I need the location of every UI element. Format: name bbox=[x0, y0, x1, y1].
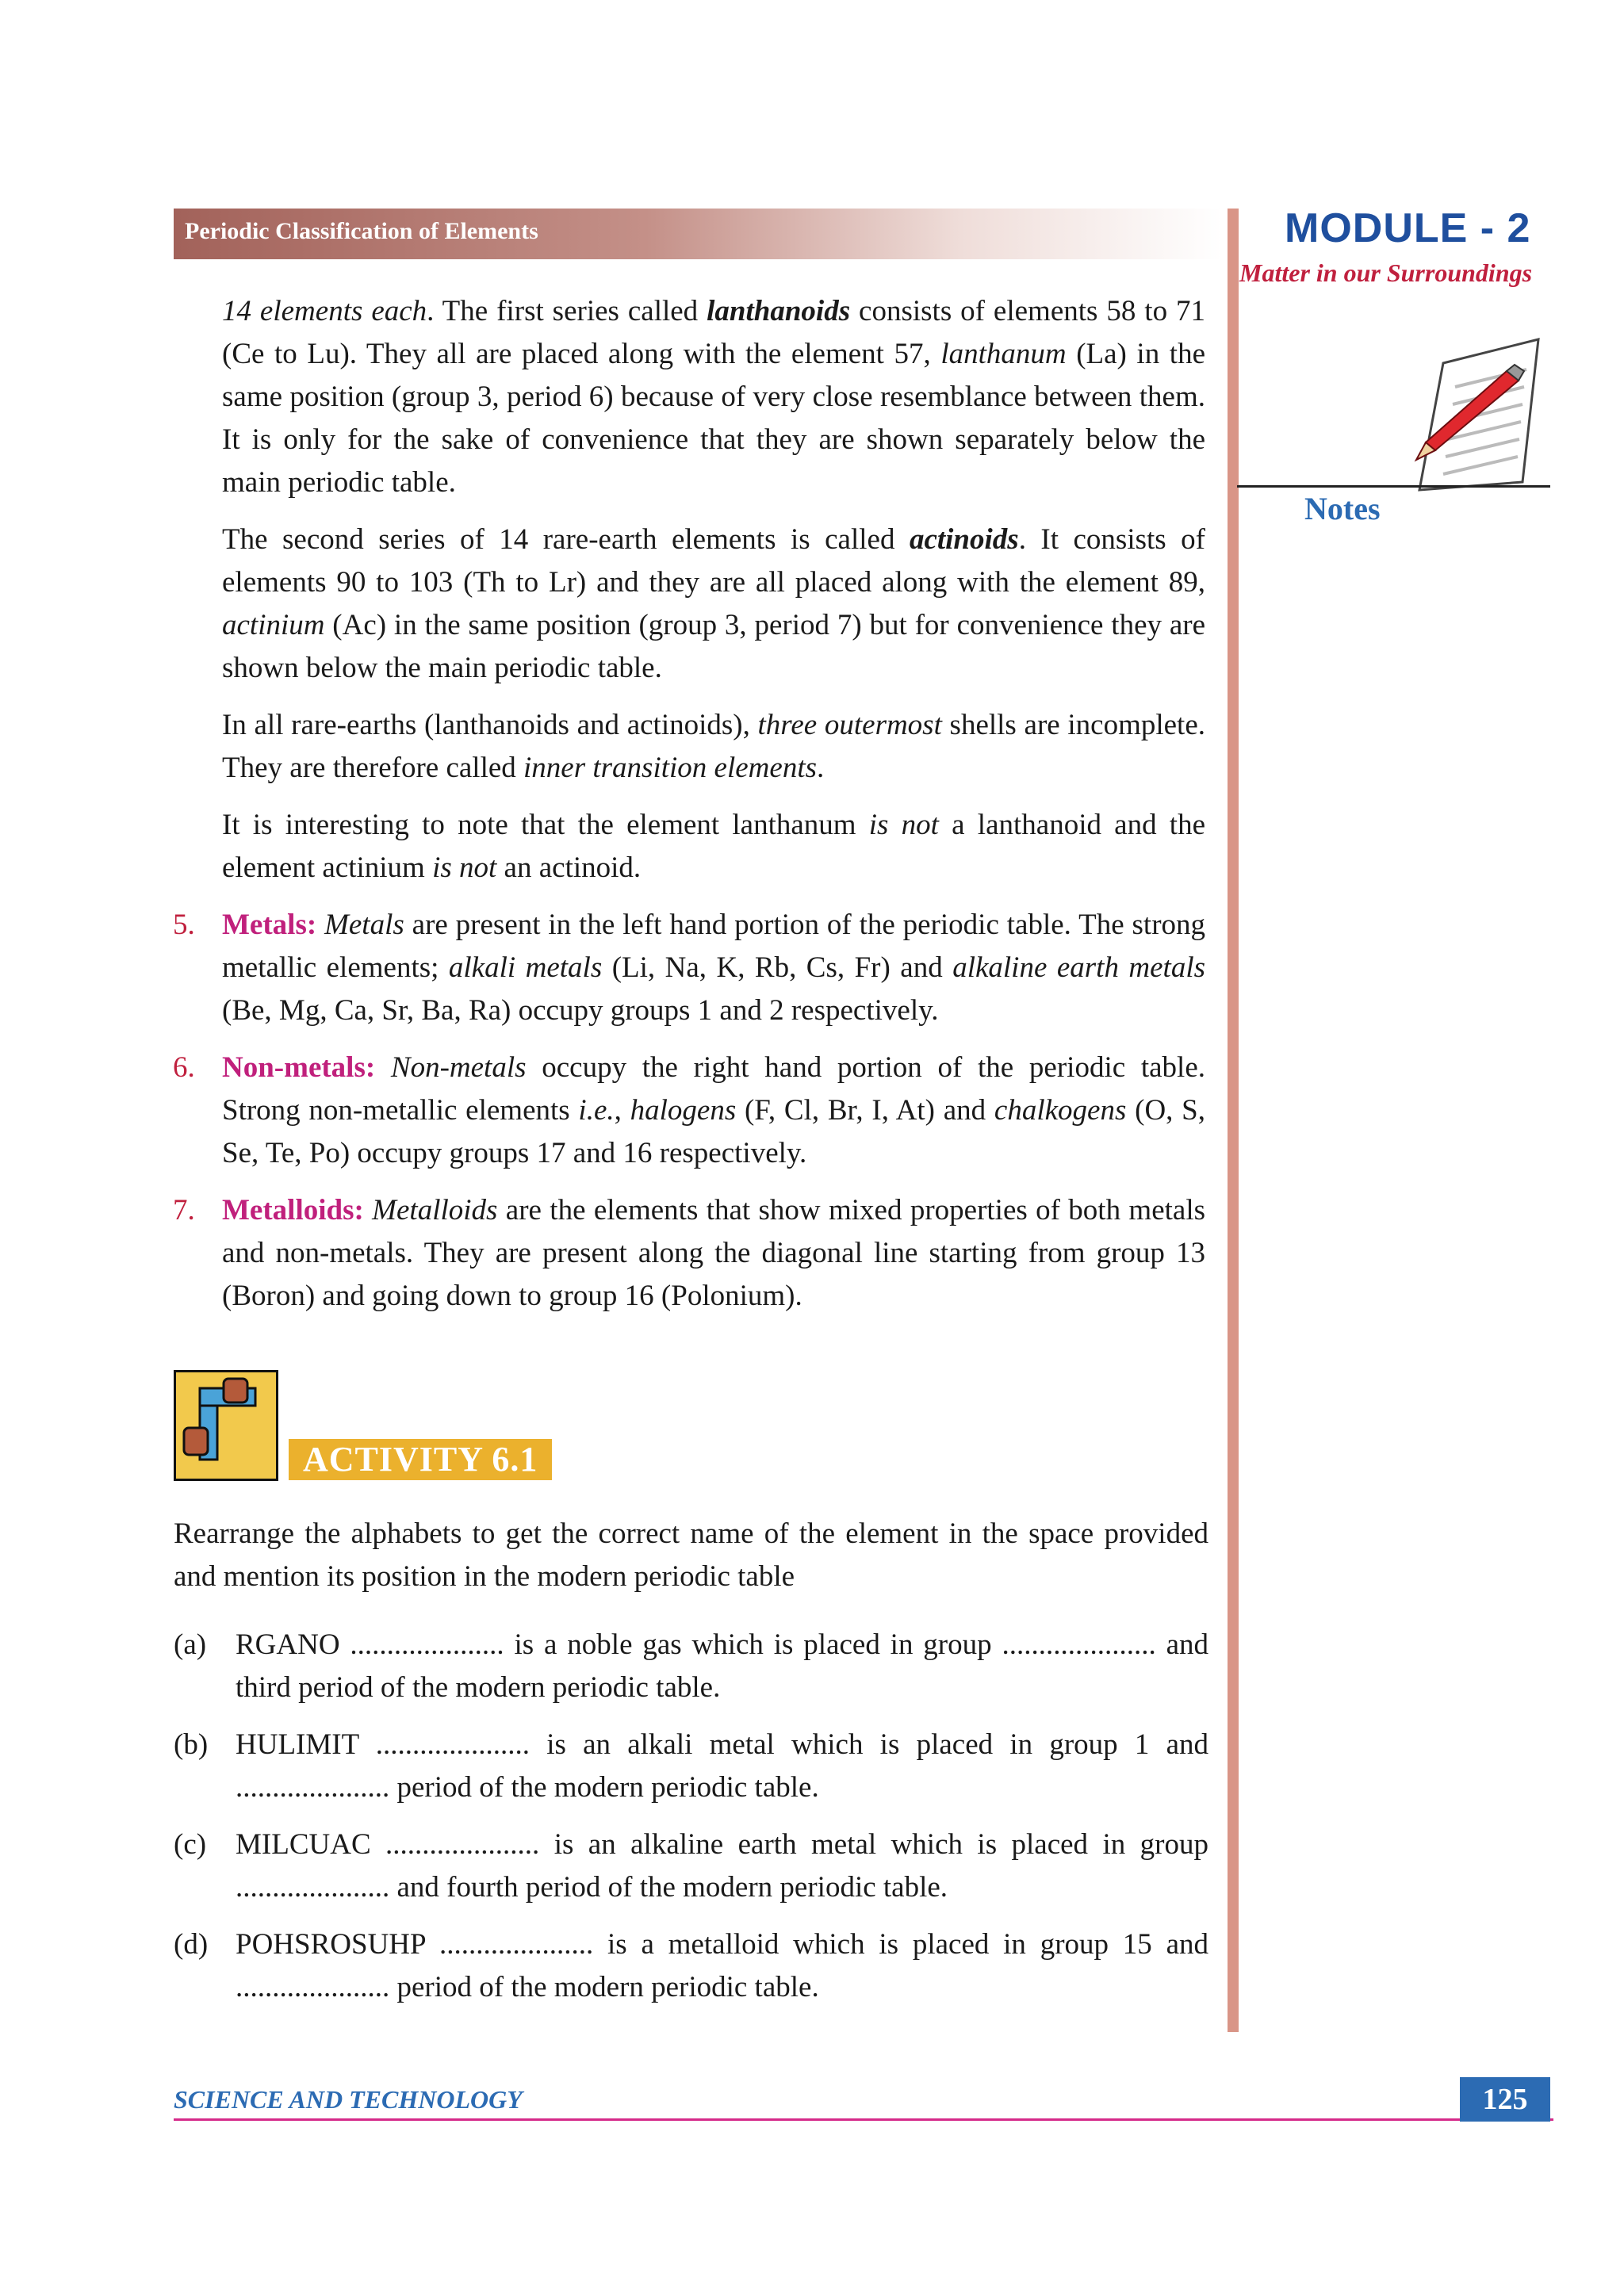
text-italic: alkaline earth metals bbox=[952, 951, 1206, 984]
main-body bbox=[173, 290, 1206, 1332]
text bbox=[364, 1194, 372, 1226]
paragraph-note bbox=[222, 804, 1205, 890]
text-bold-italic: lanthanoids bbox=[707, 295, 851, 327]
question-text: HULIMIT ..................... is an alkali metal which is placed in group 1 and ..................... period of the modern periodic table. bbox=[236, 1728, 1208, 1804]
text: It is interesting to note that the element lanthanum bbox=[222, 809, 869, 841]
page-number: 125 bbox=[1460, 2077, 1550, 2122]
text-italic: chalkogens bbox=[994, 1094, 1127, 1127]
module-subtitle: Matter in our Surroundings bbox=[1239, 258, 1533, 287]
question-d bbox=[174, 1923, 1208, 2009]
text-italic: lanthanum bbox=[940, 338, 1067, 370]
item-title: Metalloids: bbox=[222, 1194, 364, 1226]
text-italic: Non-metals bbox=[390, 1051, 527, 1084]
text-italic: halogens bbox=[630, 1094, 737, 1127]
question-text: POHSROSUHP ..................... is a metalloid which is placed in group 15 and ..................... period of the modern periodic table. bbox=[236, 1928, 1208, 2003]
question-label: (b) bbox=[174, 1728, 209, 1761]
text: (Li, Na, K, Rb, Cs, Fr) and bbox=[602, 951, 953, 984]
item-title: Non-metals: bbox=[222, 1051, 376, 1084]
question-label: (c) bbox=[174, 1828, 207, 1861]
text-italic: inner transition elements bbox=[523, 752, 817, 784]
text: In all rare-earths (lanthanoids and actinoids), bbox=[222, 709, 758, 741]
question-c bbox=[174, 1823, 1208, 1909]
text: . It consists of elements 90 to 103 (Th to Lr) and they are all placed along with the element 89, bbox=[222, 523, 1205, 599]
text: (O, S, Se, Te, Po) occupy groups 17 and 16 respectively. bbox=[222, 1094, 1205, 1169]
footer-rule bbox=[174, 2118, 1553, 2121]
activity-hands-icon bbox=[174, 1370, 278, 1481]
notes-label: Notes bbox=[1304, 491, 1381, 526]
activity-intro: Rearrange the alphabets to get the correct name of the element in the space provided and mention its position in the modern periodic table bbox=[174, 1517, 1208, 1593]
question-label: (a) bbox=[174, 1628, 207, 1661]
activity-heading: ACTIVITY 6.1 bbox=[289, 1439, 552, 1480]
header-band bbox=[174, 209, 1222, 259]
text-italic: 14 elements each bbox=[222, 295, 427, 327]
question-text: RGANO ..................... is a noble gas which is placed in group ..................... and third period of the modern periodic table. bbox=[236, 1628, 1208, 1704]
text: are present in the left hand portion of the periodic table. The strong metallic elements; bbox=[222, 909, 1206, 984]
notes-rule bbox=[1237, 485, 1550, 488]
text-italic: actinium bbox=[222, 609, 325, 641]
margin-divider bbox=[1228, 209, 1239, 2032]
text: The second series of 14 rare-earth elements is called bbox=[222, 523, 910, 556]
text-italic: Metalloids bbox=[372, 1194, 498, 1226]
question-label: (d) bbox=[174, 1928, 209, 1961]
chapter-title: Periodic Classification of Elements bbox=[185, 218, 538, 244]
notepad-pencil-icon bbox=[1388, 331, 1554, 498]
text: (Be, Mg, Ca, Sr, Ba, Ra) occupy groups 1 and 2 respectively. bbox=[222, 994, 939, 1027]
question-text: MILCUAC ..................... is an alkaline earth metal which is placed in group ..................... and fourth period of the modern periodic table. bbox=[236, 1828, 1208, 1904]
text: . The first series called bbox=[427, 295, 707, 327]
question-a bbox=[174, 1624, 1208, 1709]
text: (F, Cl, Br, I, At) and bbox=[736, 1094, 994, 1127]
text: occupy the right hand portion of the periodic table. Strong non-metallic elements bbox=[222, 1051, 1206, 1127]
text-italic: is not bbox=[432, 851, 497, 884]
text: an actinoid. bbox=[496, 851, 642, 884]
text bbox=[316, 909, 324, 941]
module-title: MODULE - 2 bbox=[1285, 205, 1531, 251]
text: shells are incomplete. They are therefore called bbox=[222, 709, 1206, 784]
text bbox=[375, 1051, 391, 1084]
text: . bbox=[817, 752, 825, 784]
text-italic: is not bbox=[868, 809, 939, 841]
question-b bbox=[174, 1724, 1208, 1809]
text: are the elements that show mixed properties of both metals and non-metals. They are present along the diagonal line starting from group 13 (Boron) and going down to group 16 (Polonium). bbox=[222, 1194, 1206, 1312]
paragraph-lanthanoids bbox=[222, 290, 1205, 504]
list-item-metalloids bbox=[173, 1189, 1206, 1318]
text: a lanthanoid and the element actinium bbox=[222, 809, 1206, 884]
list-number: 6. bbox=[173, 1051, 195, 1084]
text: consists of elements 58 to 71 (Ce to Lu). They all are placed along with the element 57, bbox=[222, 295, 1205, 370]
text: , bbox=[614, 1094, 630, 1127]
footer-title: SCIENCE AND TECHNOLOGY bbox=[174, 2085, 523, 2114]
text: (La) in the same position (group 3, period 6) because of very close resemblance between them. It is only for the sake of convenience that they are shown separately below the main periodic table. bbox=[222, 338, 1205, 499]
text-italic: three outermost bbox=[757, 709, 942, 741]
text-italic: i.e. bbox=[578, 1094, 615, 1127]
list-item-metals bbox=[173, 904, 1206, 1032]
list-item-non-metals bbox=[173, 1047, 1206, 1175]
text-italic: alkali metals bbox=[448, 951, 603, 984]
list-number: 5. bbox=[173, 909, 195, 941]
paragraph-rare-earths bbox=[222, 704, 1205, 790]
text: (Ac) in the same position (group 3, period 7) but for convenience they are shown below the main periodic table. bbox=[222, 609, 1205, 684]
item-title: Metals: bbox=[222, 909, 317, 941]
list-number: 7. bbox=[173, 1194, 195, 1226]
text-italic: Metals bbox=[324, 909, 404, 941]
paragraph-actinoids bbox=[222, 519, 1205, 690]
text-bold-italic: actinoids bbox=[909, 523, 1019, 556]
